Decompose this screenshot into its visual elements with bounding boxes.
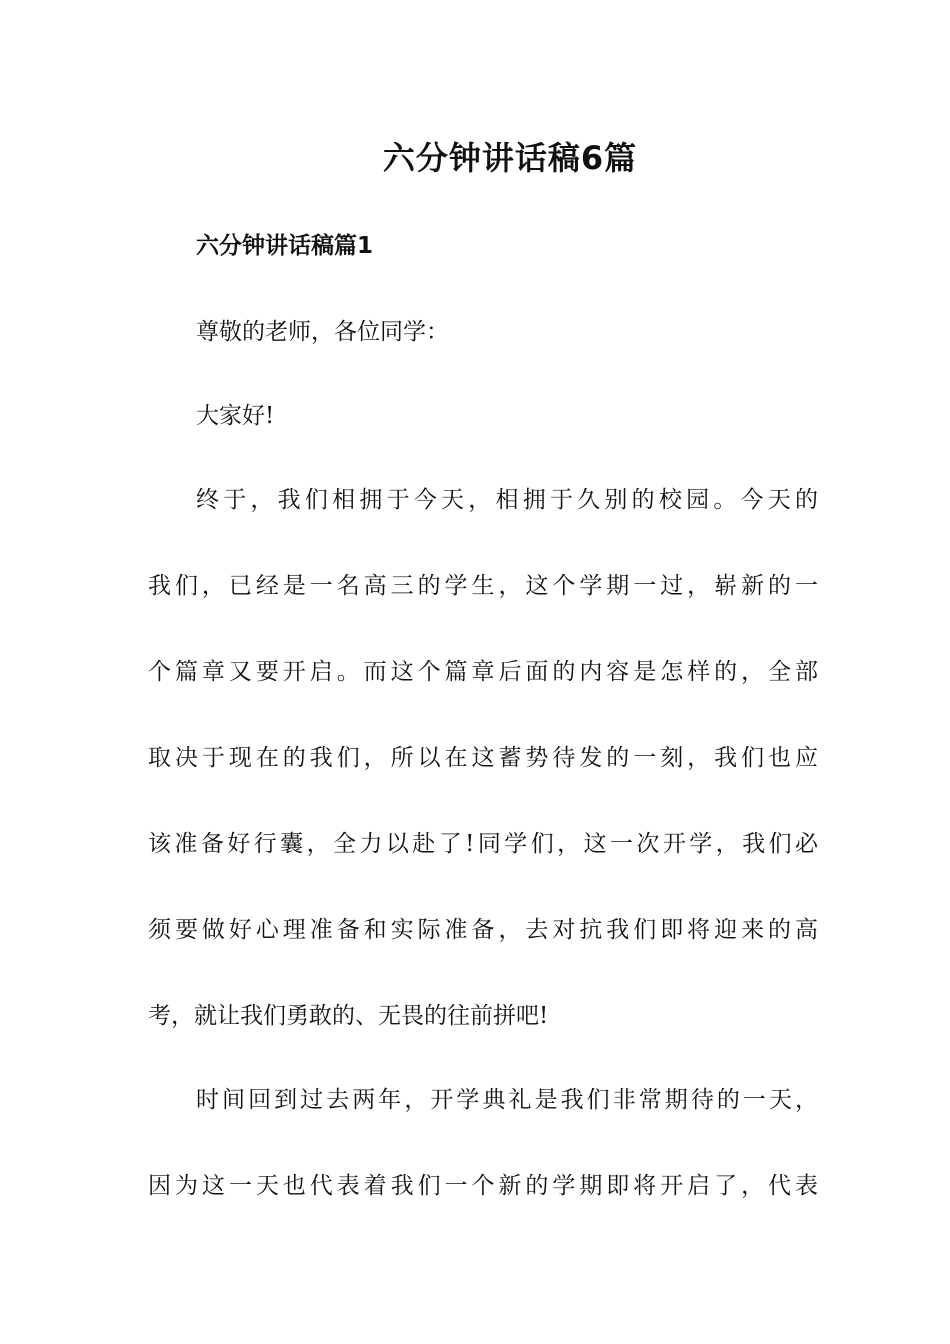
paragraph-2-line-2: 因为这一天也代表着我们一个新的学期即将开启了，代表 [148,1173,818,1199]
paragraph-1-line-5: 该准备好行囊，全力以赴了!同学们，这一次开学，我们必 [148,831,818,857]
paragraph-1-line-1: 终于，我们相拥于今天，相拥于久别的校园。今天的 [196,487,818,513]
greeting-text: 大家好! [196,403,275,429]
salutation-text: 尊敬的老师，各位同学： [196,319,449,345]
section-heading: 六分钟讲话稿篇1 [196,233,374,259]
document-title: 六分钟讲话稿6篇 [382,139,638,177]
paragraph-2-line-1: 时间回到过去两年，开学典礼是我们非常期待的一天， [196,1087,818,1113]
paragraph-1-line-3: 个篇章又要开启。而这个篇章后面的内容是怎样的，全部 [148,659,818,685]
paragraph-1-line-2: 我们，已经是一名高三的学生，这个学期一过，崭新的一 [148,573,818,599]
paragraph-1-line-4: 取决于现在的我们，所以在这蓄势待发的一刻，我们也应 [148,745,818,771]
paragraph-1-line-6: 须要做好心理准备和实际准备，去对抗我们即将迎来的高 [148,917,818,943]
paragraph-1-line-7: 考，就让我们勇敢的、无畏的往前拼吧! [148,1003,549,1029]
